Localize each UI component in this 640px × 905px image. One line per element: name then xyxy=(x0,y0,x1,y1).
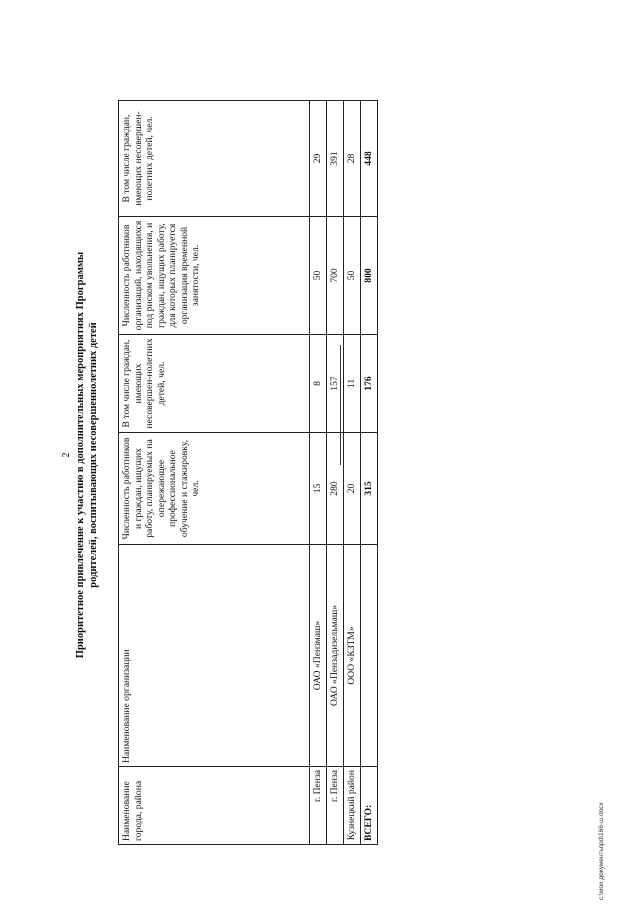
rotated-page-content xyxy=(60,25,374,885)
row-value: 28 xyxy=(344,101,361,217)
table-row xyxy=(310,101,327,845)
row-value: 280 xyxy=(327,433,344,545)
row-value: 50 xyxy=(310,217,327,335)
programme-table xyxy=(118,100,378,845)
total-value: 448 xyxy=(361,101,378,217)
header-training-count: Численность работников и граждан, ищущих работу, планируемых на опережающее профессиональное обучение и стажировку, чел. xyxy=(119,433,310,545)
row-value: 391 xyxy=(327,101,344,217)
table-header-row xyxy=(119,101,310,845)
row-value: 20 xyxy=(344,433,361,545)
row-organization: ОАО «Пензадизельмаш» xyxy=(327,545,344,767)
header-temporary-parents: В том числе граждан, имеющих несовершен-нолетних детей, чел. xyxy=(119,101,310,217)
title-line-2: родителей, воспитывающих несовершеннолетних детей xyxy=(88,322,99,588)
row-value: 50 xyxy=(344,217,361,335)
row-city: Кузнецкий район xyxy=(344,767,361,845)
table-total-row xyxy=(361,101,378,845)
separator-line xyxy=(340,345,341,465)
total-empty-cell xyxy=(361,545,378,767)
total-label: ВСЕГО: xyxy=(361,767,378,845)
page-number: 2 xyxy=(61,452,72,458)
row-organization: ОАО «Пензмаш» xyxy=(310,545,327,767)
row-value: 700 xyxy=(327,217,344,335)
row-value: 15 xyxy=(310,433,327,545)
document-title xyxy=(74,25,100,885)
row-value: 29 xyxy=(310,101,327,217)
total-value: 315 xyxy=(361,433,378,545)
header-training-parents: В том числе граждан, имеющих несовершен-нолетних детей, чел. xyxy=(119,335,310,433)
row-organization: ООО «КЗТМ» xyxy=(344,545,361,767)
header-city: Наименование города, района xyxy=(119,767,310,845)
table-row xyxy=(344,101,361,845)
row-value: 157 xyxy=(327,335,344,433)
row-city: г. Пенза xyxy=(310,767,327,845)
row-value: 11 xyxy=(344,335,361,433)
total-value: 176 xyxy=(361,335,378,433)
header-organization: Наименование организации xyxy=(119,545,310,767)
header-temporary-count: Численность работников организаций, находящихся под риском увольнения, и граждан, ищущих работу, для которых планируется организация временной занятости, чел. xyxy=(119,217,310,335)
row-value: 8 xyxy=(310,335,327,433)
row-city: г. Пенза xyxy=(327,767,344,845)
footer-file-path: с:\мои документы\pd\166-ш.docx xyxy=(598,802,605,900)
title-line-1: Приоритетное привлечение к участию в дополнительных мероприятиях Программы xyxy=(75,251,86,659)
total-value: 800 xyxy=(361,217,378,335)
table-row xyxy=(327,101,344,845)
